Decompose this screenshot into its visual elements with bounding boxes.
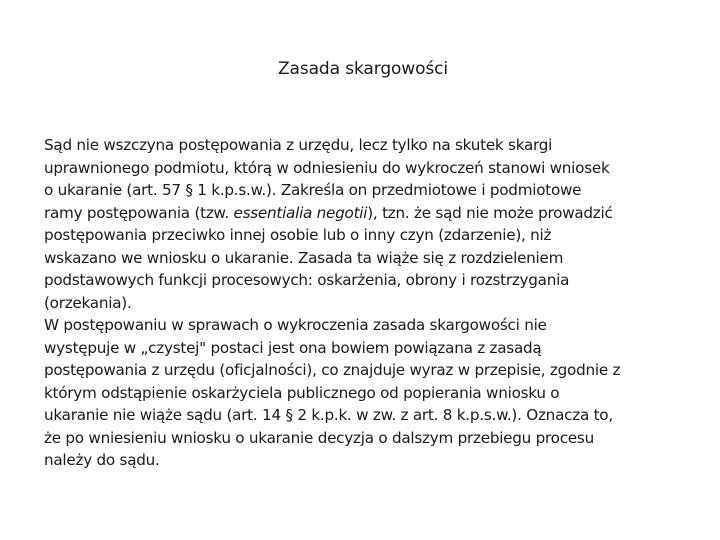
text-line: Sąd nie wszczyna postępowania z urzędu, lecz tylko na skutek skargi bbox=[44, 136, 553, 154]
text-segment: ), tzn. że sąd nie może prowadzić bbox=[367, 203, 613, 222]
text-line: należy do sądu. bbox=[44, 451, 160, 469]
text-line: którym odstąpienie oskarżyciela publicznego od popierania wniosku o bbox=[44, 383, 560, 402]
text-line: W postępowaniu w sprawach o wykroczenia zasada skargowości nie bbox=[44, 316, 547, 334]
text-line: wskazano we wniosku o ukaranie. Zasada ta wiąże się z rozdzieleniem bbox=[44, 248, 564, 267]
text-line: ukaranie nie wiąże sądu (art. 14 § 2 k.p.k. w zw. z art. 8 k.p.s.w.). Oznacza to, bbox=[44, 406, 613, 424]
paragraph-2 bbox=[44, 314, 694, 472]
text-line bbox=[44, 202, 694, 225]
text-line: podstawowych funkcji procesowych: oskarżenia, obrony i rozstrzygania bbox=[44, 271, 570, 289]
text-line: uprawnionego podmiotu, którą w odniesieniu do wykroczeń stanowi wniosek bbox=[44, 158, 610, 177]
text-line: że po wniesieniu wniosku o ukaranie decyzja o dalszym przebiegu procesu bbox=[44, 428, 594, 447]
text-line: postępowania przeciwko innej osobie lub o inny czyn (zdarzenie), niż bbox=[44, 226, 552, 244]
text-segment: ramy postępowania (tzw. bbox=[44, 203, 234, 222]
paragraph-1 bbox=[44, 134, 694, 314]
text-line: występuje w „czystej" postaci jest ona bowiem powiązana z zasadą bbox=[44, 338, 542, 357]
italic-term: essentialia negotii bbox=[233, 203, 368, 222]
slide-title: Zasada skargowości bbox=[277, 59, 449, 79]
text-line: postępowania z urzędu (oficjalności), co znajduje wyraz w przepisie, zgodnie z bbox=[44, 361, 621, 379]
slide-body bbox=[44, 134, 694, 472]
text-line: (orzekania). bbox=[44, 293, 132, 312]
text-line: o ukaranie (art. 57 § 1 k.p.s.w.). Zakreśla on przedmiotowe i podmiotowe bbox=[44, 181, 582, 199]
